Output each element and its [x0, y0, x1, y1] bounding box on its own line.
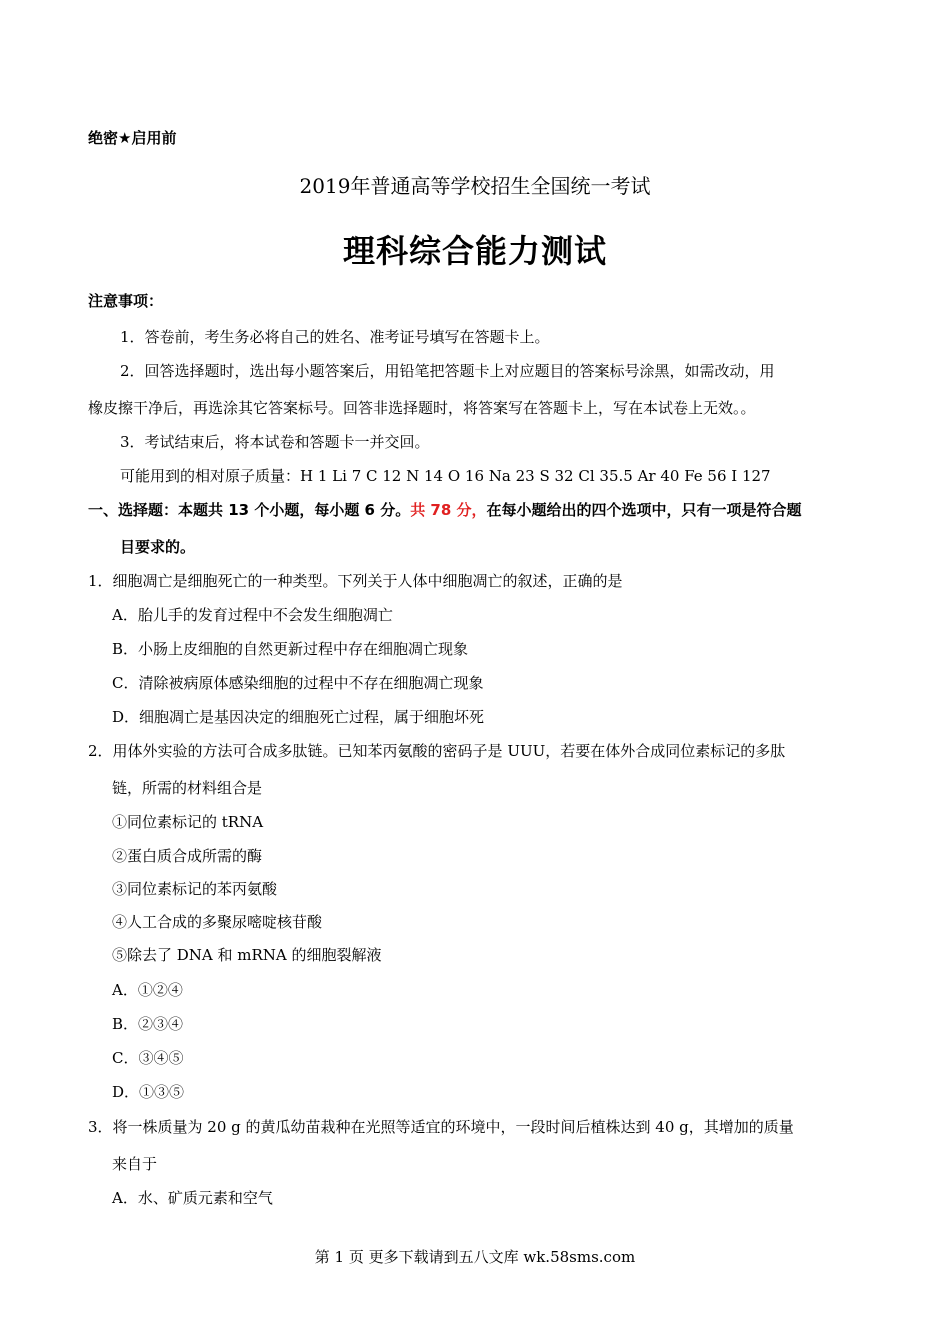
question-2-material-1: ①同位素标记的 tRNA — [112, 813, 264, 831]
question-1-stem: 1．细胞凋亡是细胞死亡的一种类型。下列关于人体中细胞凋亡的叙述，正确的是 — [88, 572, 623, 590]
notice-item-1: 1．答卷前，考生务必将自己的姓名、准考证号填写在答题卡上。 — [120, 328, 550, 346]
section-1-heading-part-a: 一、选择题：本题共 13 个小题，每小题 6 分。 — [88, 501, 411, 519]
question-1-option-d: D．细胞凋亡是基因决定的细胞死亡过程，属于细胞坏死 — [112, 708, 485, 726]
section-1-heading-part-b: 在每小题给出的四个选项中，只有一项是符合题 — [486, 501, 802, 519]
question-2-option-b: B．②③④ — [112, 1015, 184, 1033]
question-2-option-c: C．③④⑤ — [112, 1049, 184, 1067]
notice-heading: 注意事项： — [88, 292, 164, 310]
section-1-total-score: 共 78 分， — [410, 501, 487, 519]
question-1-option-b: B．小肠上皮细胞的自然更新过程中存在细胞凋亡现象 — [112, 640, 469, 658]
question-2-material-5: ⑤除去了 DNA 和 mRNA 的细胞裂解液 — [112, 946, 382, 964]
question-2-stem-line-2: 链，所需的材料组合是 — [112, 779, 263, 797]
section-1-heading — [88, 499, 802, 520]
question-3-stem-line-1: 3．将一株质量为 20 g 的黄瓜幼苗栽种在光照等适宜的环境中，一段时间后植株达到 40 g，其增加的质量 — [88, 1118, 794, 1136]
question-2-option-d: D．①③⑤ — [112, 1083, 185, 1101]
confidential-label: 绝密★启用前 — [88, 129, 177, 147]
question-2-material-4: ④人工合成的多聚尿嘧啶核苷酸 — [112, 913, 323, 931]
section-1-heading-line-2: 目要求的。 — [120, 538, 196, 556]
notice-item-3: 3．考试结束后，将本试卷和答题卡一并交回。 — [120, 433, 430, 451]
notice-item-2-line-1: 2．回答选择题时，选出每小题答案后，用铅笔把答题卡上对应题目的答案标号涂黑，如需改动，用 — [120, 362, 775, 380]
question-3-stem-line-2: 来自于 — [112, 1155, 158, 1173]
question-1-option-c: C．清除被病原体感染细胞的过程中不存在细胞凋亡现象 — [112, 674, 484, 692]
question-1-option-a: A．胎儿手的发育过程中不会发生细胞凋亡 — [112, 606, 393, 624]
page-title: 理科综合能力测试 — [342, 232, 607, 270]
question-2-material-2: ②蛋白质合成所需的酶 — [112, 847, 263, 865]
question-2-material-3: ③同位素标记的苯丙氨酸 — [112, 880, 278, 898]
question-2-stem-line-1: 2．用体外实验的方法可合成多肽链。已知苯丙氨酸的密码子是 UUU，若要在体外合成同位素标记的多肽 — [88, 742, 786, 760]
notice-item-2-line-2: 橡皮擦干净后，再选涂其它答案标号。回答非选择题时，将答案写在答题卡上，写在本试卷上无效。。 — [88, 399, 756, 417]
exam-year-heading: 2019年普通高等学校招生全国统一考试 — [299, 174, 651, 198]
question-3-option-a: A．水、矿质元素和空气 — [112, 1189, 273, 1207]
atomic-mass-list: 可能用到的相对原子质量：H 1 Li 7 C 12 N 14 O 16 Na 23 S 32 Cl 35.5 Ar 40 Fe 56 I 127 — [120, 467, 771, 485]
question-2-option-a: A．①②④ — [112, 981, 183, 999]
page-footer: 第 1 页 更多下载请到五八文库 wk.58sms.com — [314, 1248, 636, 1266]
